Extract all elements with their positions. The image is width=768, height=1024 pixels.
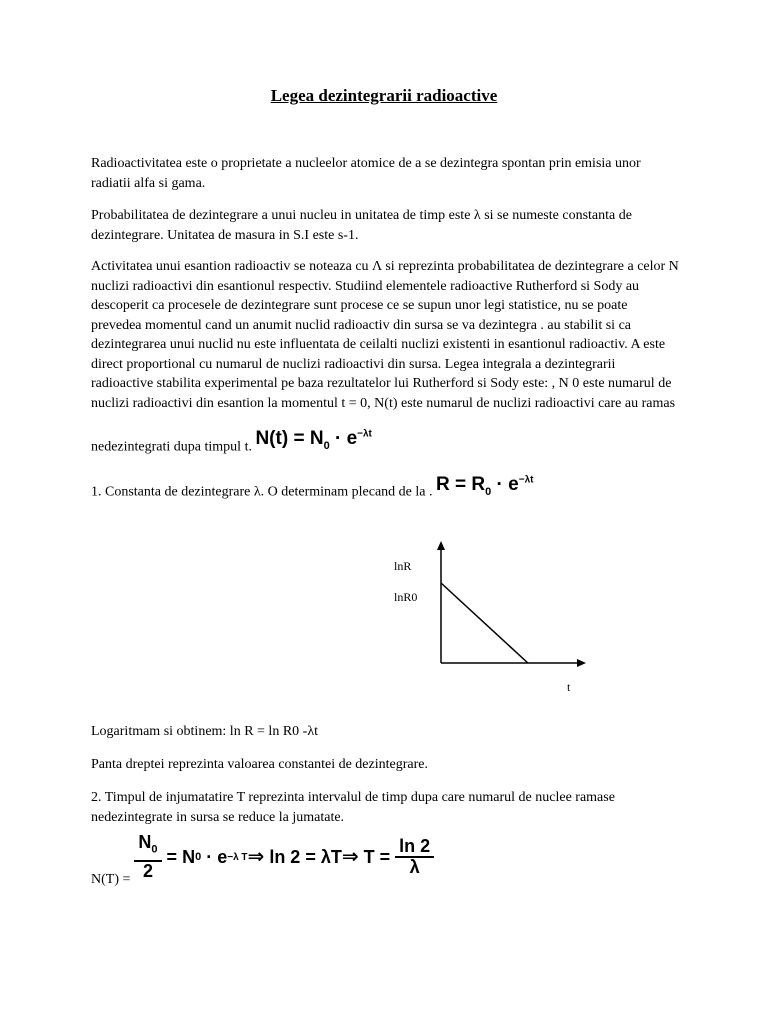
fraction-n0-over-2: $\frac{N_0}{2}$ [134,833,161,882]
x-axis-label: t [567,680,571,694]
paragraph-decay-constant-text: 1. Constanta de dezintegrare λ. O determinam plecand de la . [91,484,433,500]
paragraph-decay-law-text: nedezintegrati dupa timpul t. [91,439,252,455]
y-tick-label-lnr0: lnR0 [394,590,418,604]
paragraph-radioactivity: Radioactivitatea este o proprietate a nucleelor atomice de a se dezintegra spontan prin emisia unor radiatii alfa si gama. [91,156,641,191]
equation-activity: $R = R_0 \cdot e^{-\lambda t}$ [436,474,534,499]
half-life-prefix: N(T) = [91,871,131,887]
series-line-lnr [441,583,528,663]
x-axis-arrow [577,659,586,667]
y-axis-label: lnR [394,559,412,573]
paragraph-probability: Probabilitatea de dezintegrare a unui nucleu in unitatea de timp este λ si se numeste constanta de dezintegrare. Unitatea de masura in S.I este s-1. [91,208,632,243]
paragraph-activity: Activitatea unui esantion radioactiv se noteaza cu Λ si reprezinta probabilitatea de dezintegrare a celor N nuclizi radioactivi din esantionul respectiv. Studiind elementele radioactive Rutherford si Sody au descoperit ca procesele de dezintegrare sunt procese ce se supun unor legi statistice, nu se poate prevedea momentul cand un anumit nuclid radioactiv din sursa se va dezintegra . au stabilit si ca dezintegrarea unui nuclid nu este influentata de ceilalti nuclizi existenti in esantionul radioactiv. A este direct proportional cu numarul de nuclizi radioactivi din sursa. Legea integrala a dezintegrarii radioactive stabilita experimental pe baza rezultatelor lui Rutherford si Sody este: , N 0 este numarul de nuclizi radioactivi din esantion la momentul t = 0, N(t) este numarul de nuclizi radioactivi care au ramas [91,259,679,411]
paragraph-slope: Panta dreptei reprezinta valoarea constantei de dezintegrare. [91,757,428,772]
paragraph-logarithm: Logaritmam si obtinem: ln R = ln R0 -λt [91,724,319,739]
paragraph-half-life-equation [91,832,434,887]
page-title: Legea dezintegrarii radioactive [270,86,498,105]
fraction-ln2-over-lambda: $\frac{\ln 2}{\lambda}$ [395,837,434,878]
paragraph-decay-constant [91,476,533,508]
equation-half-life: $\frac{N_0}{2}$ = N 0 · e −λ T ⇒ ln 2 = λT ⇒ T = $\frac{\ln 2}{\lambda}$ [134,833,434,882]
lnr-vs-t-chart [380,535,600,700]
equation-decay-law: $N(t) = N_0 \cdot e^{-\lambda t}$ [255,428,372,453]
paragraph-half-life: 2. Timpul de injumatatire T reprezinta intervalul de timp dupa care numarul de nuclee ramase nedezintegrate in sursa se reduce la jumatate. [91,790,615,825]
paragraph-decay-law-line [91,428,372,463]
y-axis-arrow [437,541,445,550]
